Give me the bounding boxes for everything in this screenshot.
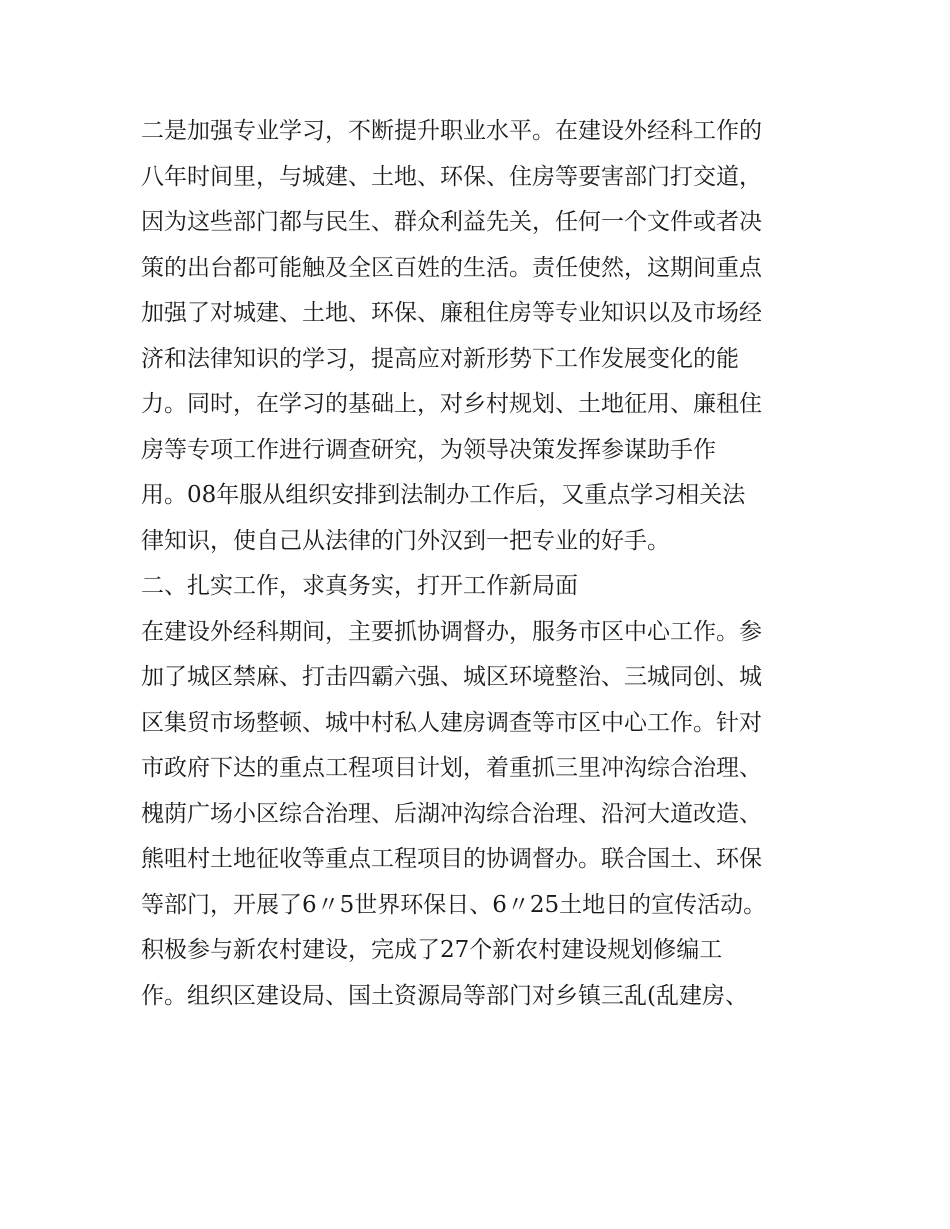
text-line: 市政府下达的重点工程项目计划，着重抓三里冲沟综合治理、 xyxy=(141,755,762,781)
text-line: 二是加强专业学习，不断提升职业水平。在建设外经科工作的 xyxy=(141,118,762,144)
text-line: 用。08年服从组织安排到法制办工作后，又重点学习相关法 xyxy=(141,482,746,508)
text-line: 八年时间里，与城建、土地、环保、住房等要害部门打交道， xyxy=(141,163,762,190)
text-line: 积极参与新农村建设，完成了27个新农村建设规划修编工 xyxy=(141,937,723,963)
text-line: 熊咀村土地征收等重点工程项目的协调督办。联合国土、环保 xyxy=(141,846,762,872)
text-line: 区集贸市场整顿、城中村私人建房调查等市区中心工作。针对 xyxy=(141,709,762,736)
text-line: 力。同时，在学习的基础上，对乡村规划、土地征用、廉租住 xyxy=(141,391,762,417)
text-line: 加了城区禁麻、打击四霸六强、城区环境整治、三城同创、城 xyxy=(141,664,762,690)
text-line: 济和法律知识的学习，提高应对新形势下工作发展变化的能 xyxy=(141,345,739,372)
text-line: 房等专项工作进行调查研究，为领导决策发挥参谋助手作 xyxy=(141,436,716,463)
document-body xyxy=(141,109,831,1019)
text-line: 因为这些部门都与民生、群众利益先关，任何一个文件或者决 xyxy=(141,209,762,235)
text-line: 策的出台都可能触及全区百姓的生活。责任使然，这期间重点 xyxy=(141,254,762,281)
text-line: 加强了对城建、土地、环保、廉租住房等专业知识以及市场经 xyxy=(141,300,762,326)
text-line: 律知识，使自己从法律的门外汉到一把专业的好手。 xyxy=(141,527,670,554)
text-line: 作。组织区建设局、国土资源局等部门对乡镇三乱(乱建房、 xyxy=(141,982,748,1009)
section-heading: 二、扎实工作，求真务实，打开工作新局面 xyxy=(141,573,578,599)
text-line: 槐荫广场小区综合治理、后湖冲沟综合治理、沿河大道改造、 xyxy=(141,800,762,827)
text-line: 等部门，开展了6〃5世界环保日、6〃25土地日的宣传活动。 xyxy=(141,891,767,918)
text-line: 在建设外经科期间，主要抓协调督办，服务市区中心工作。参 xyxy=(141,618,762,645)
